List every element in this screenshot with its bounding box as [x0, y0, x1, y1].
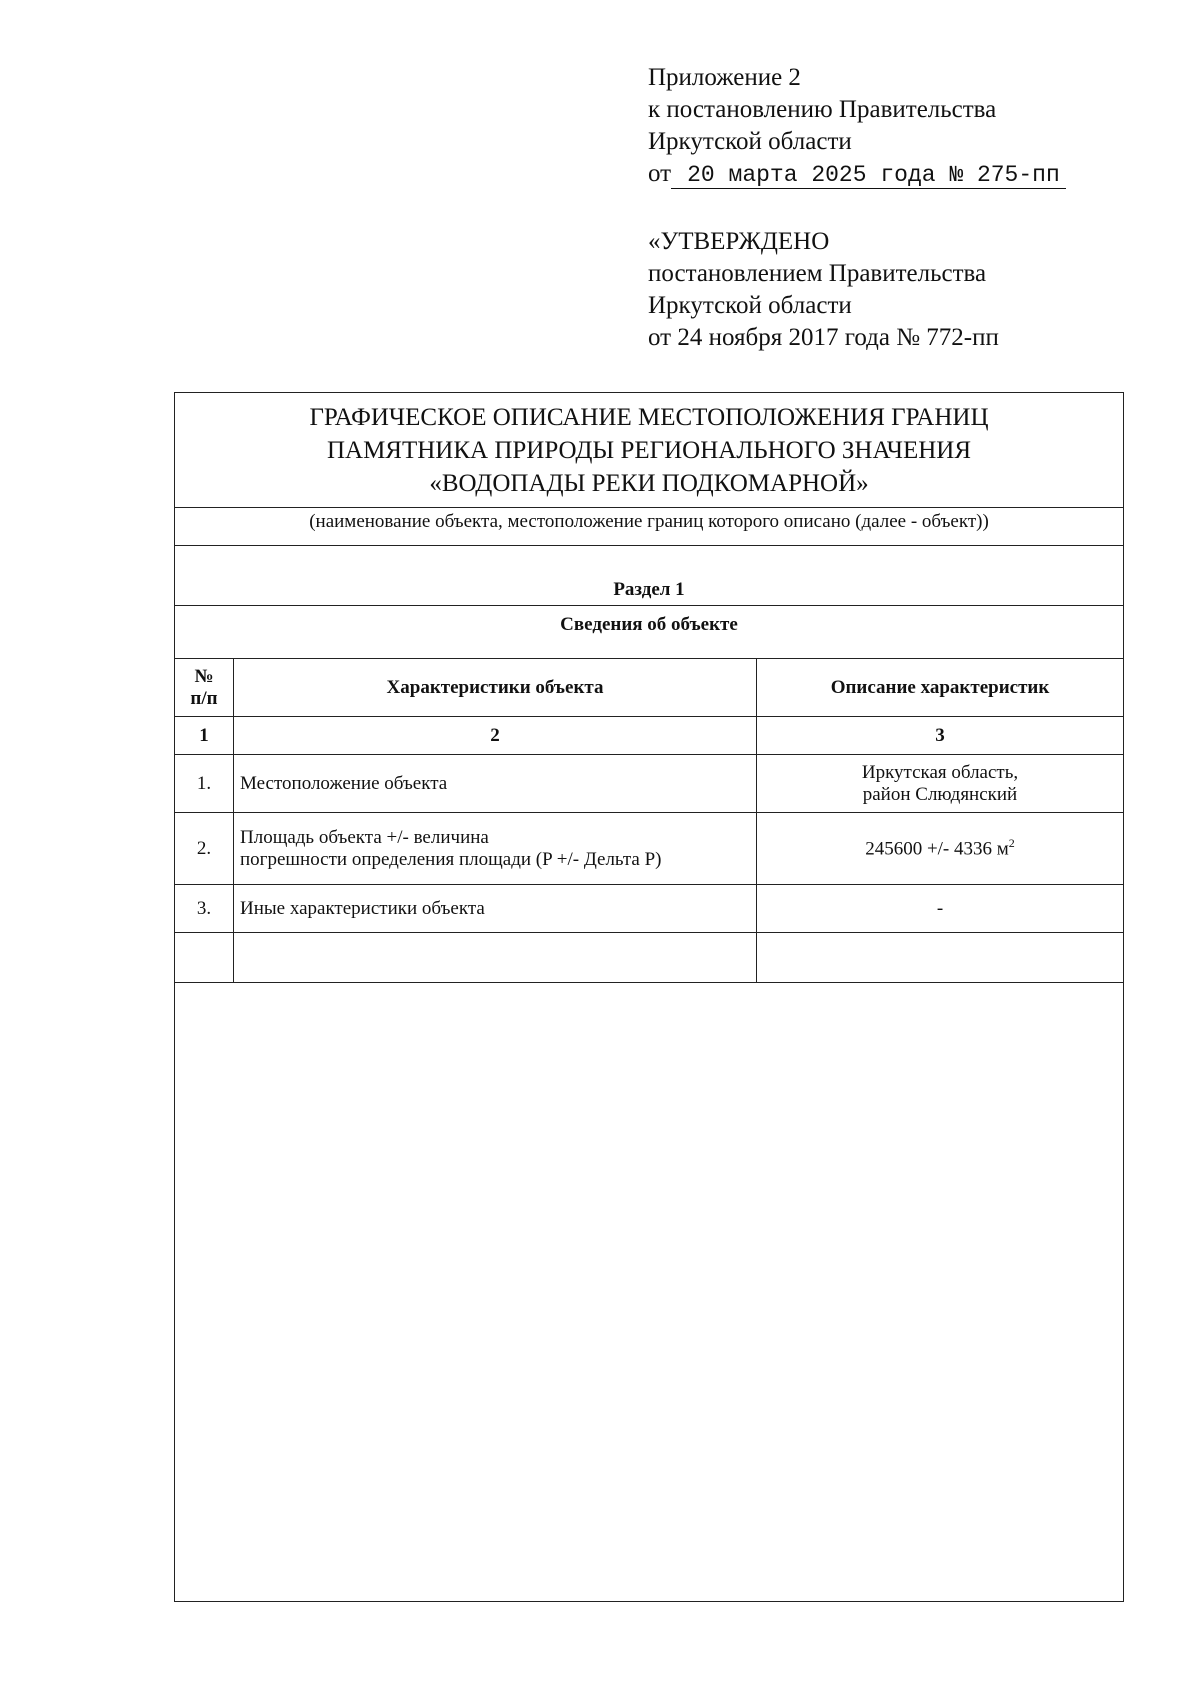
row-description [757, 813, 1124, 885]
row-num: 3. [175, 885, 234, 933]
row-characteristic-line-1: Площадь объекта +/- величина [240, 826, 489, 848]
area-value: 245600 +/- 4336 м [865, 838, 1009, 860]
table-row-empty [175, 933, 1123, 983]
annex-header [648, 62, 1066, 190]
header-num-line-1: № [194, 665, 214, 687]
index-col-3: 3 [757, 717, 1124, 755]
title-line-2: ПАМЯТНИКА ПРИРОДЫ РЕГИОНАЛЬНОГО ЗНАЧЕНИЯ [326, 437, 972, 464]
approved-line-4: от 24 ноября 2017 года № 772-пп [648, 324, 999, 351]
row-characteristic-line-2: погрешности определения площади (P +/- Дельта P) [240, 848, 662, 870]
table-row [175, 813, 1123, 885]
row-characteristic: Иные характеристики объекта [234, 885, 757, 933]
object-info-table [175, 658, 1123, 983]
annex-date-line [648, 158, 1066, 190]
annex-line-2: к постановлению Правительства [648, 96, 997, 123]
table-header-row [175, 659, 1123, 717]
row-description-line-1: Иркутская область, [861, 761, 1019, 783]
title-line-1: ГРАФИЧЕСКОЕ ОПИСАНИЕ МЕСТОПОЛОЖЕНИЯ ГРАНИЦ [309, 404, 989, 431]
annex-from-prefix: от [648, 160, 672, 187]
empty-cell [234, 933, 757, 983]
approved-line-3: Иркутской области [648, 292, 852, 319]
row-description [757, 755, 1124, 813]
row-num: 2. [175, 813, 234, 885]
header-characteristics: Характеристики объекта [234, 659, 757, 717]
row-description-line-2: район Слюдянский [862, 783, 1018, 805]
object-caption: (наименование объекта, местоположение границ которого описано (далее - объект)) [309, 511, 989, 532]
section-title: Сведения об объекте [560, 614, 738, 635]
row-num: 1. [175, 755, 234, 813]
index-col-1: 1 [175, 717, 234, 755]
approved-header [648, 226, 999, 354]
divider [175, 507, 1123, 508]
title-line-3: «ВОДОПАДЫ РЕКИ ПОДКОМАРНОЙ» [429, 470, 869, 497]
divider [175, 545, 1123, 546]
section-label: Раздел 1 [613, 579, 685, 600]
annex-line-3: Иркутской области [648, 128, 852, 155]
index-col-2: 2 [234, 717, 757, 755]
row-description: - [757, 885, 1124, 933]
approved-line-1: «УТВЕРЖДЕНО [648, 228, 830, 255]
divider [175, 605, 1123, 606]
approved-line-2: постановлением Правительства [648, 260, 987, 287]
table-index-row [175, 717, 1123, 755]
header-description: Описание характеристик [757, 659, 1124, 717]
empty-cell [757, 933, 1124, 983]
header-num-line-2: п/п [190, 687, 218, 709]
header-num [175, 659, 234, 717]
area-unit-exponent: 2 [1008, 836, 1015, 851]
document-title [175, 401, 1123, 500]
annex-line-1: Приложение 2 [648, 64, 801, 91]
row-characteristic [234, 813, 757, 885]
table-row [175, 885, 1123, 933]
table-row [175, 755, 1123, 813]
row-characteristic: Местоположение объекта [234, 755, 757, 813]
document-frame [174, 392, 1124, 1602]
annex-date-number: 20 марта 2025 года № 275-пп [671, 162, 1066, 189]
empty-cell [175, 933, 234, 983]
